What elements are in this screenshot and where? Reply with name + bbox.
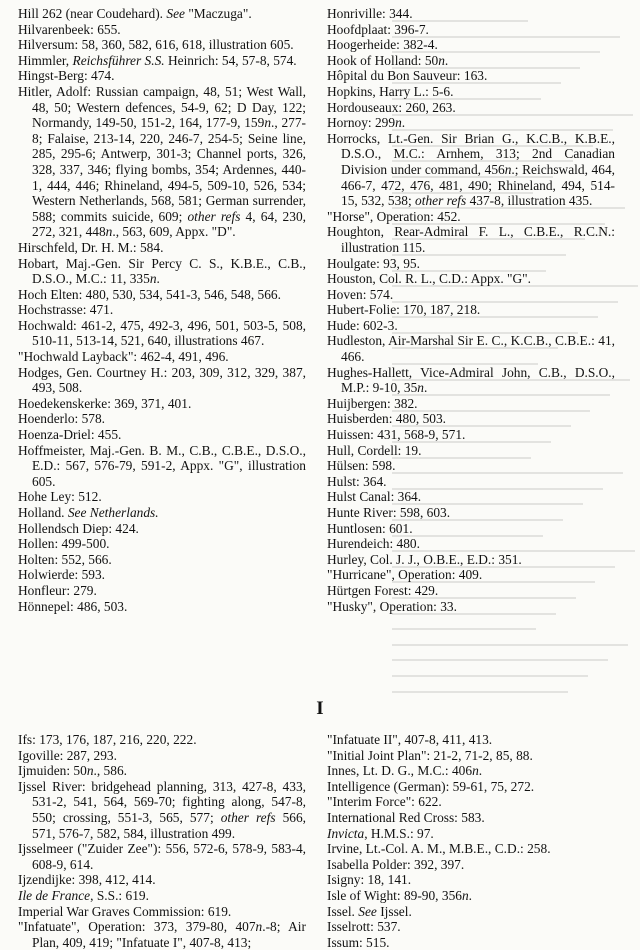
index-entry: Houlgate: 93, 95. — [327, 255, 420, 271]
index-entry: "Horse", Operation: 452. — [327, 208, 461, 224]
index-entry: Huissen: 431, 568-9, 571. — [327, 427, 466, 443]
index-entry: Hoven: 574. — [327, 286, 394, 302]
index-entry: Hurendeich: 480. — [327, 536, 420, 552]
index-entry: Holwierde: 593. — [18, 567, 106, 583]
index-entry: Houston, Col. R. L., C.D.: Appx. "G". — [327, 271, 531, 287]
index-entry: Hude: 602-3. — [327, 317, 398, 333]
index-entry: Holland. See Netherlands. — [18, 505, 159, 520]
index-entry: Hitler, Adolf: Russian campaign, 48, 51; West Wall, 48, 50; Western defences, 54-9, 62; D Day, 122; Normandy, 149-50, 151-2, 164, 177-9, 159n., 277-8; Falaise, 213-14, 220, 246-7, 254-5; Seine line, 285, 295-6; Antwerp, 301-3; Channel ports, 326, 328, 337, 346; flying bombs, 354; Ardennes, 440-1, 444, 446; Rhineland, 494-5, 509-10, 526, 534; Western Netherlands, 568, 581; German surrender, 588; commits suicide, 609; other refs 4, 64, 230, 272, 321, 448n., 563, 609, Appx. "D". — [18, 83, 306, 240]
index-entry: Invicta, H.M.S.: 97. — [327, 825, 434, 841]
index-entry: Hoofdplaat: 396-7. — [327, 21, 429, 37]
index-entry: Isigny: 18, 141. — [327, 872, 412, 888]
index-entry: Irvine, Lt.-Col. A. M., M.B.E., C.D.: 258. — [327, 841, 551, 857]
index-entry: Hobart, Maj.-Gen. Sir Percy C. S., K.B.E., C.B., D.S.O., M.C.: 11, 335n. — [18, 255, 306, 287]
index-entry: Hulst Canal: 364. — [327, 489, 422, 505]
index-entry: Huisberden: 480, 503. — [327, 411, 447, 427]
index-entry: Isabella Polder: 392, 397. — [327, 856, 465, 872]
index-entry: Hudleston, Air-Marshal Sir E. C., K.C.B., C.B.E.: 41, 466. — [327, 333, 615, 365]
index-entry: Horrocks, Lt.-Gen. Sir Brian G., K.C.B., K.B.E., D.S.O., M.C.: Arnhem, 313; 2nd Canadian Division under command, 456n.; Reichswald, 464, 466-7, 472, 476, 481, 490; Rhineland, 494, 514-15, 532, 538; other refs 437-8, illustration 435. — [327, 130, 615, 209]
index-column-h-left — [18, 6, 306, 614]
show-through-line — [392, 628, 536, 630]
index-entry: "Initial Joint Plan": 21-2, 71-2, 85, 88. — [327, 747, 533, 763]
index-entry: Hoffmeister, Maj.-Gen. B. M., C.B., C.B.E., D.S.O., E.D.: 567, 576-79, 591-2, Appx. "G", illustration 605. — [18, 442, 306, 489]
index-entry: "Interim Force": 622. — [327, 794, 442, 810]
index-entry: Himmler, Reichsführer S.S. Heinrich: 54, 57-8, 574. — [18, 52, 297, 68]
index-entry: Houghton, Rear-Admiral F. L., C.B.E., R.C.N.: illustration 115. — [327, 224, 615, 255]
index-entry: Hopkins, Harry L.: 5-6. — [327, 83, 454, 99]
index-entry: Huntlosen: 601. — [327, 520, 413, 536]
index-entry: "Hochwald Layback": 462-4, 491, 496. — [18, 349, 229, 365]
index-entry: Honriville: 344. — [327, 6, 413, 21]
index-entry: Hodges, Gen. Courtney H.: 203, 309, 312, 329, 387, 493, 508. — [18, 364, 306, 396]
index-entry: International Red Cross: 583. — [327, 809, 485, 825]
index-entry: Hunte River: 598, 603. — [327, 505, 451, 520]
index-entry: Intelligence (German): 59-61, 75, 272. — [327, 778, 535, 794]
index-entry: Hülsen: 598. — [327, 458, 396, 474]
index-column-h-right — [327, 6, 615, 614]
show-through-line — [392, 675, 588, 677]
show-through-line — [392, 691, 568, 693]
index-entry: Ile de France, S.S.: 619. — [18, 887, 149, 903]
index-entry: Hönnepel: 486, 503. — [18, 598, 128, 614]
index-entry: Hingst-Berg: 474. — [18, 68, 115, 84]
index-entry: Isselrott: 537. — [327, 919, 401, 935]
index-entry: Hilversum: 58, 360, 582, 616, 618, illustration 605. — [18, 37, 294, 53]
index-entry: "Infatuate II", 407-8, 411, 413. — [327, 732, 493, 747]
index-entry: Hubert-Folie: 170, 187, 218. — [327, 302, 481, 318]
index-entry: Honfleur: 279. — [18, 582, 97, 598]
index-entry: Hoedekenskerke: 369, 371, 401. — [18, 395, 192, 411]
index-entry: Hoenza-Driel: 455. — [18, 427, 122, 443]
show-through-line — [392, 659, 608, 661]
index-entry: Hollendsch Diep: 424. — [18, 520, 139, 536]
index-entry: Ijsselmeer ("Zuider Zee"): 556, 572-6, 578-9, 583-4, 608-9, 614. — [18, 841, 306, 872]
index-column-i-left — [18, 732, 306, 950]
index-entry: Issel. See Ijssel. — [327, 903, 412, 919]
index-entry: "Infatuate", Operation: 373, 379-80, 407n.-8; Air Plan, 409, 419; "Infatuate I", 407-8, 413; — [18, 919, 306, 950]
index-entry: Hornoy: 299n. — [327, 115, 406, 131]
index-entry: Hook of Holland: 50n. — [327, 52, 449, 68]
index-entry: Hochwald: 461-2, 475, 492-3, 496, 501, 503-5, 508, 510-11, 513-14, 521, 640, illustrations 467. — [18, 317, 306, 349]
section-letter-heading: I — [316, 698, 324, 719]
index-entry: Isle of Wight: 89-90, 356n. — [327, 887, 473, 903]
index-entry: Hôpital du Bon Sauveur: 163. — [327, 68, 488, 84]
index-entry: Hochstrasse: 471. — [18, 302, 114, 318]
index-entry: Ifs: 173, 176, 187, 216, 220, 222. — [18, 732, 197, 747]
index-entry: Hirschfeld, Dr. H. M.: 584. — [18, 239, 164, 255]
index-entry: Hull, Cordell: 19. — [327, 442, 422, 458]
index-entry: "Husky", Operation: 33. — [327, 598, 457, 614]
index-entry: Issum: 515. — [327, 934, 390, 950]
index-entry: Hughes-Hallett, Vice-Admiral John, C.B., D.S.O., M.P.: 9-10, 35n. — [327, 364, 615, 396]
index-entry: Hurley, Col. J. J., O.B.E., E.D.: 351. — [327, 551, 522, 567]
index-entry: Hill 262 (near Coudehard). See "Maczuga". — [18, 6, 252, 21]
index-entry: Igoville: 287, 293. — [18, 747, 117, 763]
index-entry: Hordouseaux: 260, 263. — [327, 99, 456, 115]
index-entry: Ijmuiden: 50n., 586. — [18, 763, 127, 779]
show-through-line — [392, 644, 628, 646]
index-entry: "Hurricane", Operation: 409. — [327, 567, 483, 583]
index-entry: Hoch Elten: 480, 530, 534, 541-3, 546, 548, 566. — [18, 286, 281, 302]
index-entry: Hulst: 364. — [327, 473, 387, 489]
index-entry: Hoenderlo: 578. — [18, 411, 106, 427]
index-entry: Hohe Ley: 512. — [18, 489, 102, 505]
index-entry: Hilvarenbeek: 655. — [18, 21, 121, 37]
index-entry: Imperial War Graves Commission: 619. — [18, 903, 232, 919]
index-entry: Ijzendijke: 398, 412, 414. — [18, 872, 156, 888]
index-entry: Hoogerheide: 382-4. — [327, 37, 438, 53]
index-entry: Hürtgen Forest: 429. — [327, 582, 439, 598]
index-entry: Innes, Lt. D. G., M.C.: 406n. — [327, 763, 483, 779]
index-entry: Hollen: 499-500. — [18, 536, 110, 552]
index-entry: Huijbergen: 382. — [327, 395, 418, 411]
index-column-i-right — [327, 732, 615, 950]
index-entry: Ijssel River: bridgehead planning, 313, 427-8, 433, 531-2, 541, 564, 569-70; fighting along, 547-8, 550; crossing, 551-3, 565, 577; other refs 566, 571, 576-7, 582, 584, illustration 499. — [18, 778, 307, 841]
index-entry: Holten: 552, 566. — [18, 551, 112, 567]
